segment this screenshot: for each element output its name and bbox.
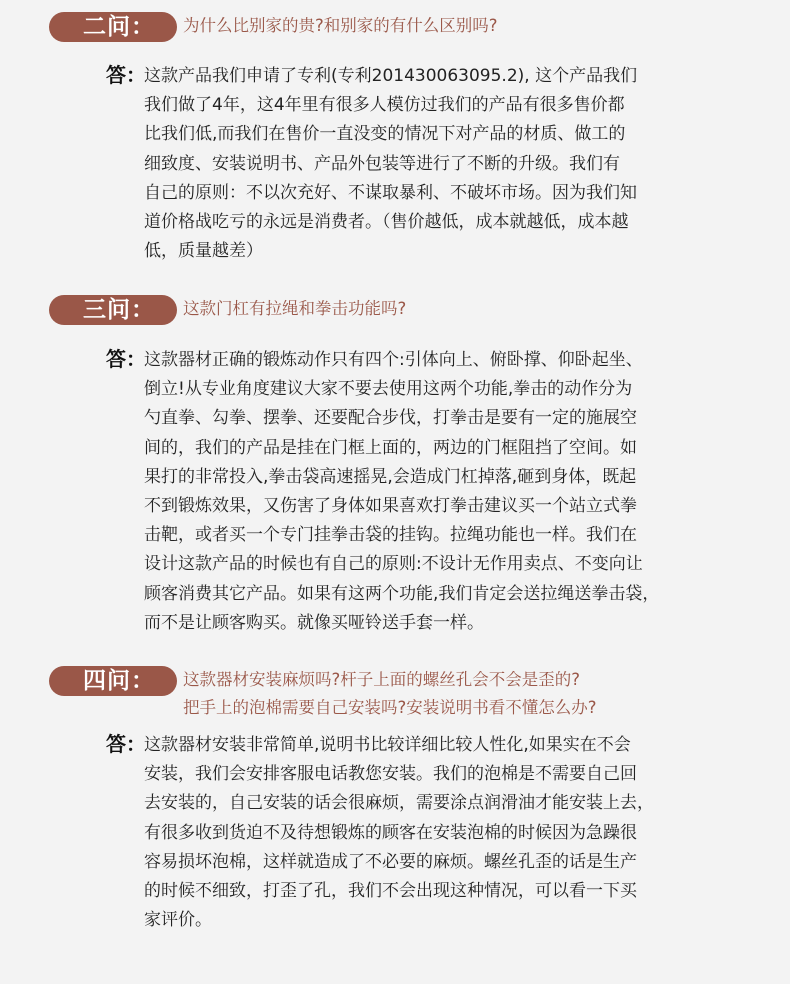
answer-line: 去安装的，自己安装的话会很麻烦，需要涂点润滑油才能安装上去， — [144, 793, 654, 814]
question-line: 这款器材安装麻烦吗?杆子上面的螺丝孔会不会是歪的? — [183, 670, 581, 689]
answer-line: 倒立!从专业角度建议大家不要去使用这两个功能,拳击的动作分为 — [144, 379, 633, 400]
question-line: 把手上的泡棉需要自己安装吗?安装说明书看不懂怎么办? — [183, 698, 597, 717]
answer-line: 这款器材正确的锻炼动作只有四个:引体向上、俯卧撑、仰卧起坐、 — [144, 350, 643, 370]
answer-line: 有很多收到货迫不及待想锻炼的顾客在安装泡棉的时候因为急躁很 — [144, 822, 637, 843]
answer-line: 细致度、安装说明书、产品外包装等进行了不断的升级。我们有 — [144, 153, 620, 174]
answer-line: 安装，我们会安排客服电话教您安装。我们的泡棉是不需要自己回 — [144, 764, 637, 785]
answer-line: 这款产品我们申请了专利(专利201430063095.2), 这个产品我们 — [144, 66, 638, 86]
answer-line: 容易损坏泡棉，这样就造成了不必要的麻烦。螺丝孔歪的话是生产 — [144, 851, 637, 872]
question-badge: 三问： — [49, 295, 177, 325]
answer-text — [144, 346, 659, 638]
question-text — [183, 666, 597, 722]
question-badge: 四问： — [49, 666, 177, 696]
answer-label: 答： — [106, 63, 146, 87]
answer-label: 答： — [106, 732, 146, 756]
question-text — [183, 295, 406, 323]
answer-line: 果打的非常投入,拳击袋高速摇晃,会造成门杠掉落,砸到身体，既起 — [144, 466, 637, 487]
question-line: 为什么比别家的贵?和别家的有什么区别吗? — [183, 16, 498, 35]
answer-line: 间的，我们的产品是挂在门框上面的，两边的门框阻挡了空间。如 — [144, 437, 637, 458]
answer-line: 击靶，或者买一个专门挂拳击袋的挂钩。拉绳功能也一样。我们在 — [144, 525, 637, 546]
answer-label: 答： — [106, 347, 146, 371]
answer-line: 顾客消费其它产品。如果有这两个功能,我们肯定会送拉绳送拳击袋， — [144, 583, 660, 604]
answer-line: 比我们低,而我们在售价一直没变的情况下对产品的材质、做工的 — [144, 124, 626, 145]
question-text — [183, 12, 498, 40]
answer-line: 低，质量越差） — [144, 241, 263, 262]
answer-line: 家评价。 — [144, 910, 212, 931]
answer-line: 不到锻炼效果，又伤害了身体如果喜欢打拳击建议买一个站立式拳 — [144, 496, 637, 517]
answer-line: 这款器材安装非常简单,说明书比较详细比较人性化,如果实在不会 — [144, 735, 631, 755]
question-badge: 二问： — [49, 12, 177, 42]
answer-line: 道价格战吃亏的永远是消费者。（售价越低，成本就越低，成本越 — [144, 212, 629, 233]
answer-line: 勺直拳、勾拳、摆拳、还要配合步伐，打拳击是要有一定的施展空 — [144, 408, 637, 429]
answer-line: 的时候不细致，打歪了孔，我们不会出现这种情况，可以看一下买 — [144, 881, 637, 902]
answer-line: 我们做了4年，这4年里有很多人模仿过我们的产品有很多售价都 — [144, 95, 625, 116]
answer-line: 设计这款产品的时候也有自己的原则:不设计无作用卖点、不变向让 — [144, 554, 643, 575]
answer-line: 自己的原则：不以次充好、不谋取暴利、不破坏市场。因为我们知 — [144, 182, 637, 203]
answer-line: 而不是让顾客购买。就像买哑铃送手套一样。 — [144, 612, 484, 633]
answer-text — [144, 731, 654, 935]
question-line: 这款门杠有拉绳和拳击功能吗? — [183, 299, 407, 318]
answer-text — [144, 62, 637, 266]
